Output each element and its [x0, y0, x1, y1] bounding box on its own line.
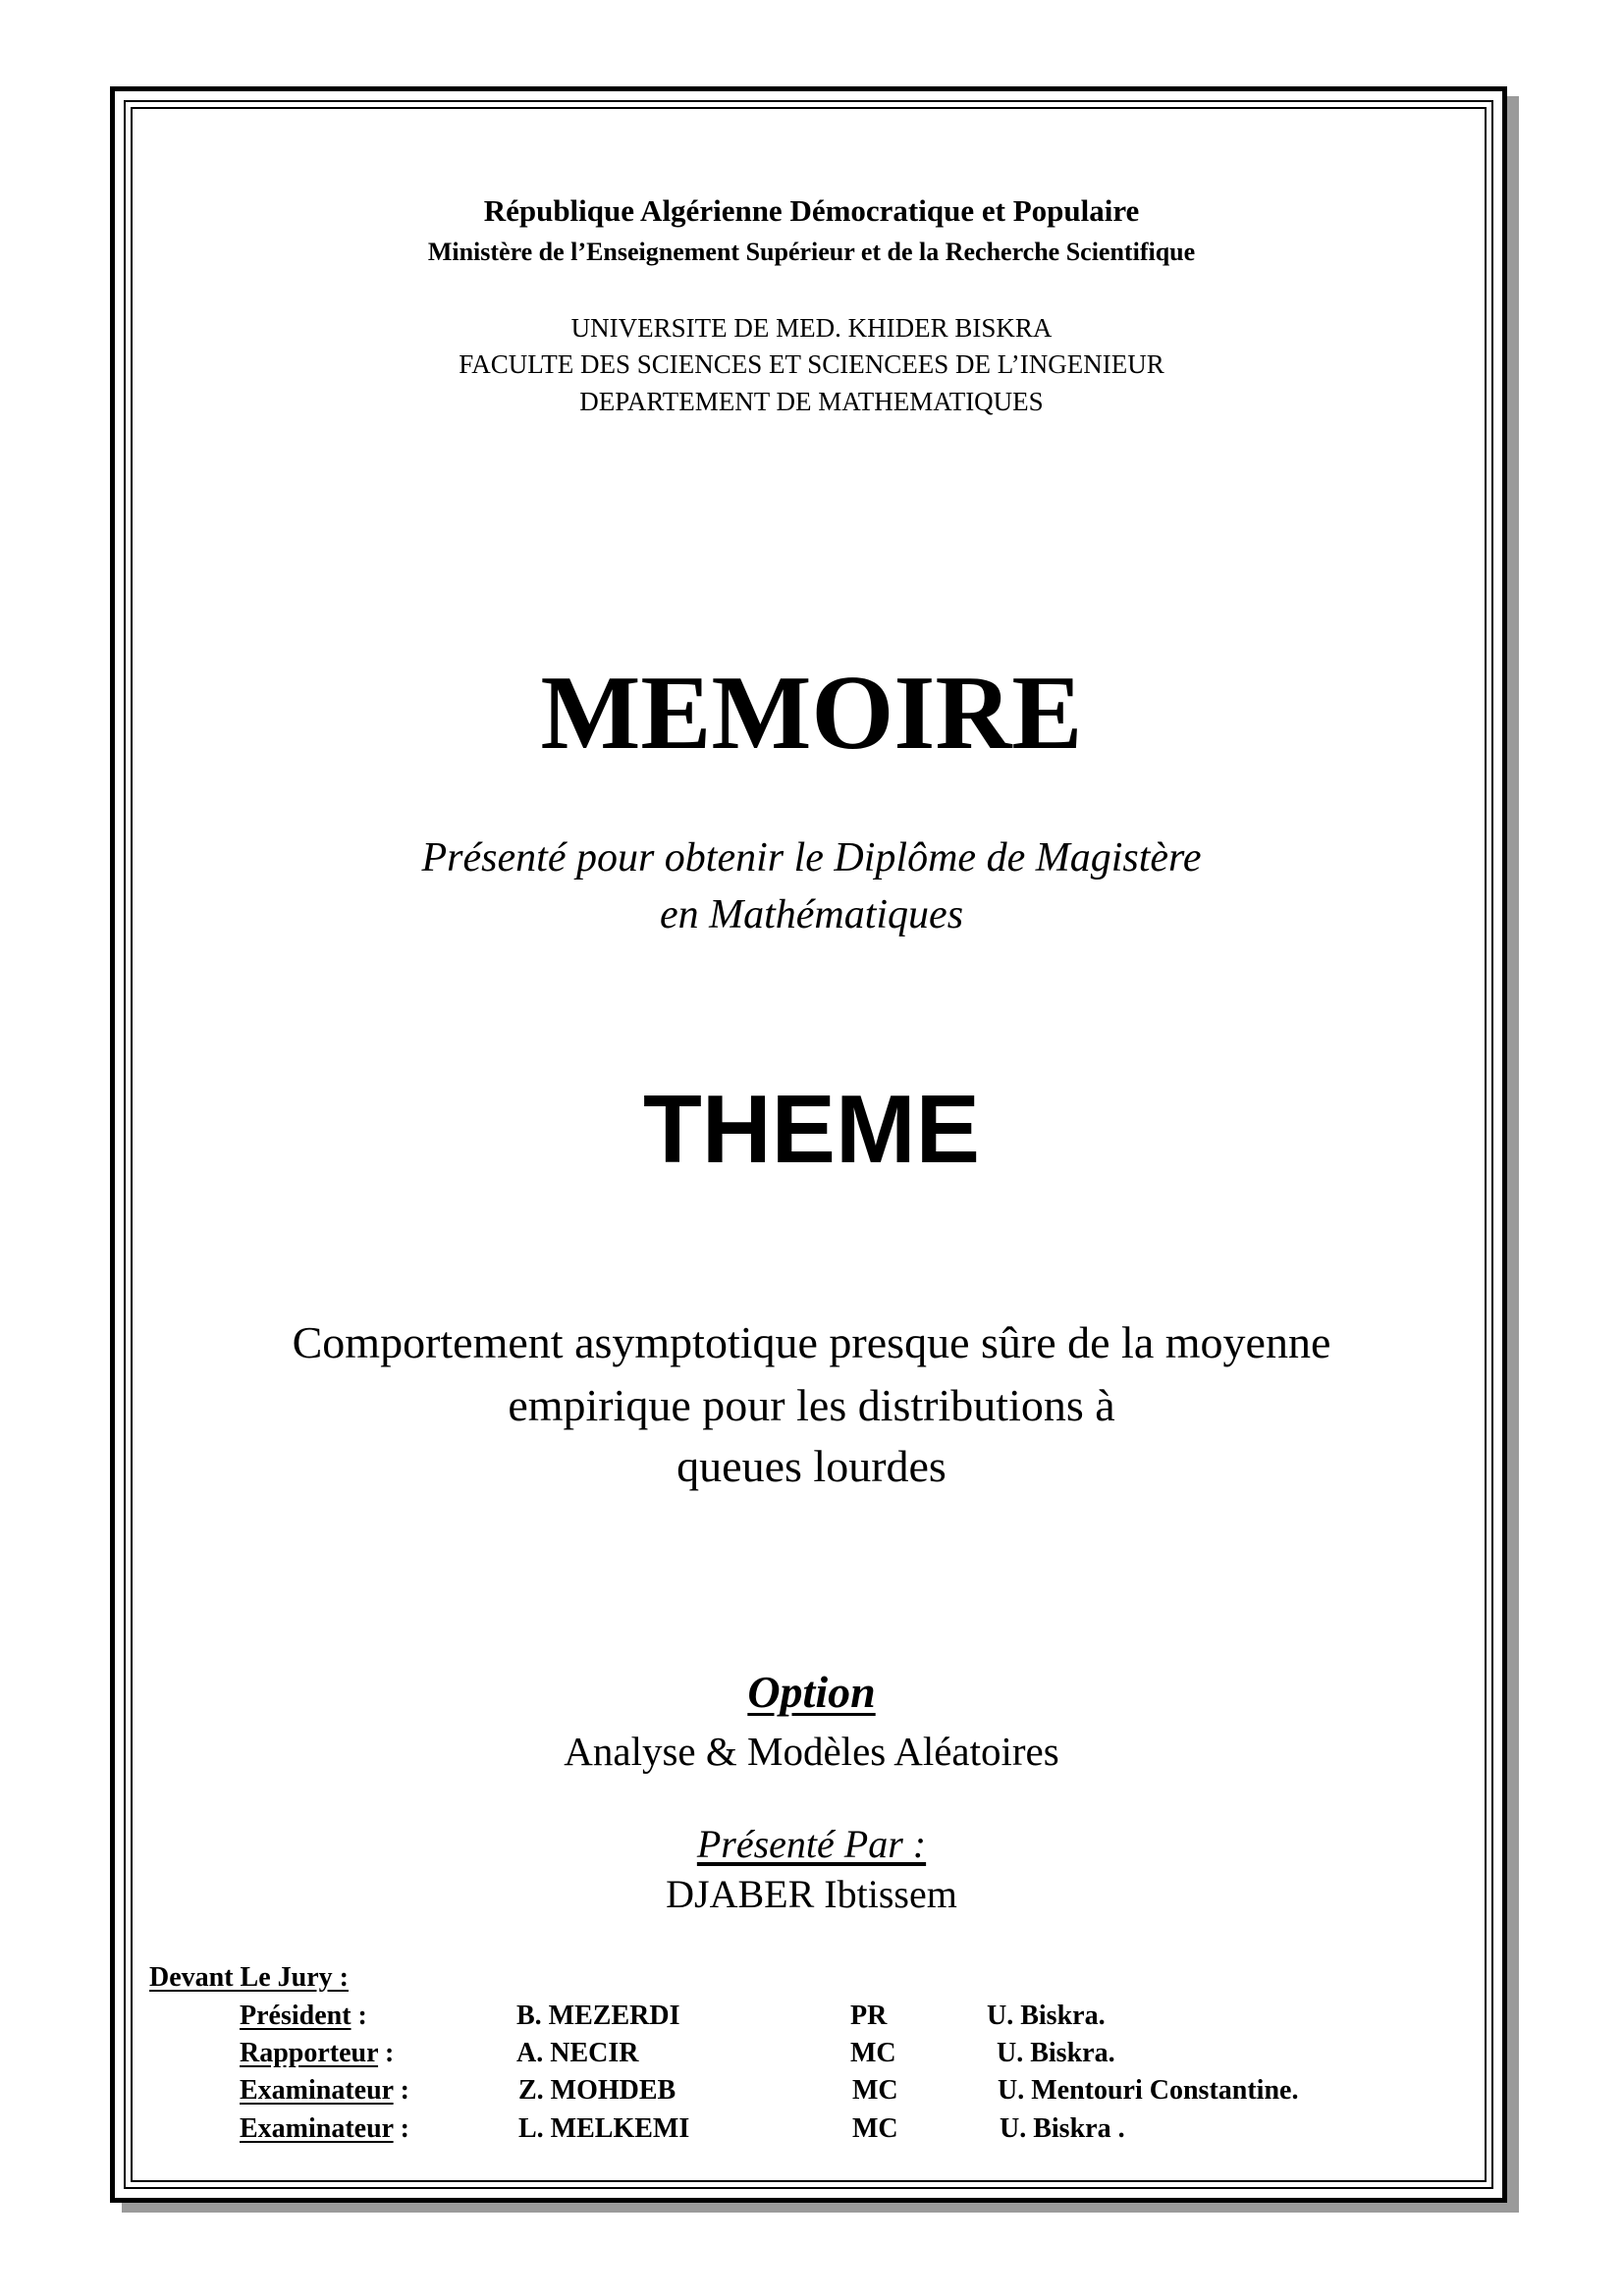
jury-member-grade: PR — [850, 2001, 888, 2031]
jury-role-sep: : — [393, 2075, 409, 2106]
jury-role-text: Examinateur — [240, 2113, 394, 2144]
faculty-name: FACULTE DES SCIENCES ET SCIENCEES DE L’INGENIEUR — [459, 349, 1164, 379]
jury-member-name: L. MELKEMI — [518, 2113, 690, 2144]
jury-member-name: A. NECIR — [516, 2038, 639, 2068]
subject-line-3: queues lourdes — [676, 1441, 947, 1491]
jury-member-institution: U. Biskra. — [997, 2038, 1115, 2068]
jury-role-sep: : — [351, 2001, 367, 2031]
jury-role — [240, 2000, 367, 2033]
jury-role — [240, 2037, 394, 2070]
jury-member-name: Z. MOHDEB — [518, 2075, 676, 2106]
jury-title-text: Devant Le Jury : — [149, 1962, 349, 1993]
purpose-line-1: Présenté pour obtenir le Diplôme de Magistère — [421, 835, 1202, 881]
republic-title: République Algérienne Démocratique et Populaire — [483, 193, 1140, 228]
jury-role-text: Examinateur — [240, 2075, 394, 2106]
jury-row — [0, 2037, 1623, 2072]
ministry-title: Ministère de l’Enseignement Supérieur et de la Recherche Scientifique — [427, 238, 1196, 266]
option-value: Analyse & Modèles Aléatoires — [564, 1729, 1059, 1774]
jury-row — [0, 2074, 1623, 2109]
jury-role-sep: : — [378, 2038, 395, 2068]
subject-line-1: Comportement asymptotique presque sûre de la moyenne — [292, 1317, 1331, 1367]
subject-line-2: empirique pour les distributions à — [508, 1380, 1115, 1430]
jury-row — [0, 2000, 1623, 2035]
jury-member-institution: U. Mentouri Constantine. — [998, 2075, 1299, 2106]
author-name: DJABER Ibtissem — [666, 1872, 957, 1916]
jury-member-grade: MC — [852, 2075, 898, 2106]
presented-by-label-text: Présenté Par : — [696, 1822, 927, 1866]
purpose-line-2: en Mathématiques — [659, 892, 964, 937]
document-type-title: MEMOIRE — [540, 655, 1083, 772]
department-name: DEPARTEMENT DE MATHEMATIQUES — [579, 387, 1044, 416]
jury-member-grade: MC — [852, 2113, 898, 2144]
jury-role-sep: : — [393, 2113, 409, 2144]
jury-role — [240, 2074, 409, 2108]
presented-by-label — [0, 1821, 1623, 1868]
jury-row — [0, 2112, 1623, 2148]
jury-member-name: B. MEZERDI — [516, 2001, 680, 2031]
option-label-text: Option — [747, 1667, 876, 1717]
jury-role-text: Rapporteur — [240, 2038, 379, 2068]
jury-role — [240, 2112, 409, 2146]
jury-title — [149, 1961, 349, 1995]
theme-heading: THEME — [643, 1075, 980, 1183]
jury-member-grade: MC — [850, 2038, 896, 2068]
university-name: UNIVERSITE DE MED. KHIDER BISKRA — [570, 313, 1053, 343]
jury-member-institution: U. Biskra. — [987, 2001, 1106, 2031]
option-label — [0, 1665, 1623, 1720]
jury-role-text: Président — [240, 2001, 352, 2031]
jury-member-institution: U. Biskra . — [1000, 2113, 1125, 2144]
